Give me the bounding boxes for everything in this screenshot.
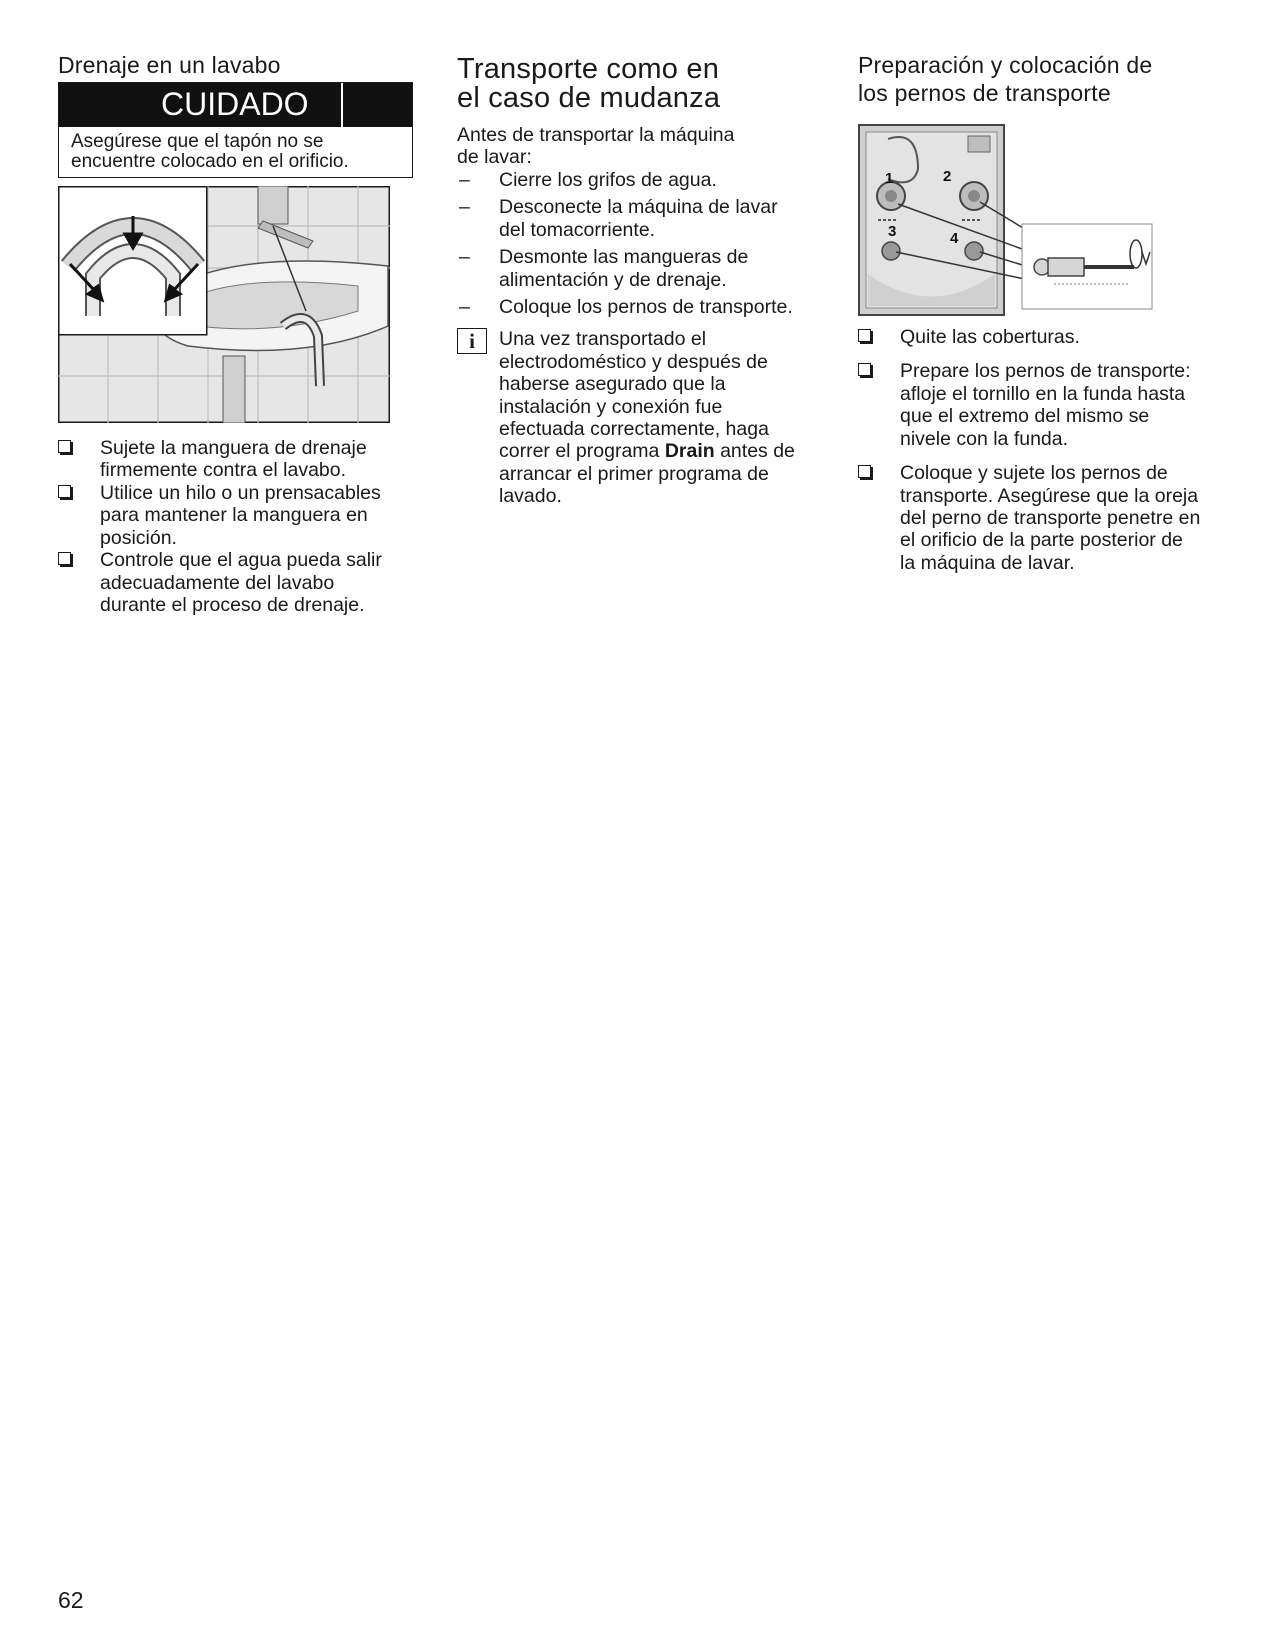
list-item: Sujete la manguera de drenaje firmemente contra el lavabo. bbox=[58, 437, 388, 482]
info-text: Una vez transportado el electrodoméstico y después de haberse asegurado que la instalación y conexión fue efectuada correctamente, haga correr el programa Drain antes de arrancar el primer programa de lavado. bbox=[499, 328, 795, 508]
caution-box bbox=[58, 82, 413, 179]
transport-section bbox=[457, 55, 812, 508]
drain-sink-list bbox=[58, 437, 388, 616]
list-item: Controle que el agua pueda salir adecuadamente del lavabo durante el proceso de drenaje. bbox=[58, 549, 388, 616]
transport-bolts-steps bbox=[858, 326, 1203, 574]
transport-steps bbox=[457, 169, 812, 319]
bolt-label-2: 2 bbox=[943, 168, 952, 185]
transport-bolts-section bbox=[858, 52, 1220, 107]
checkbox-bullet-icon bbox=[858, 363, 871, 376]
transport-bolts-list bbox=[858, 326, 1203, 574]
caution-header bbox=[59, 83, 412, 127]
caution-title: CUIDADO bbox=[161, 85, 309, 122]
sink-drain-hose-illustration bbox=[58, 186, 390, 428]
list-item: Quite las coberturas. bbox=[858, 326, 1203, 348]
drain-sink-section bbox=[58, 52, 413, 178]
info-note bbox=[457, 328, 804, 507]
list-item: – Cierre los grifos de agua. bbox=[459, 168, 717, 191]
list-item: – Desmonte las mangueras de alimentación y de drenaje. bbox=[459, 246, 749, 291]
transport-heading: Transporte como en el caso de mudanza bbox=[457, 53, 721, 114]
bolt-label-3: 3 bbox=[888, 223, 897, 240]
washing-machine-back-transport-bolts bbox=[858, 124, 1208, 324]
checkbox-bullet-icon bbox=[858, 465, 871, 478]
checkbox-bullet-icon bbox=[58, 485, 71, 498]
checkbox-bullet-icon bbox=[858, 329, 871, 342]
bolt-label-1: 1 bbox=[885, 170, 894, 187]
list-item: Prepare los pernos de transporte: afloje el tornillo en la funda hasta que el extremo del mismo se nivele con la funda. bbox=[858, 360, 1203, 450]
list-item: – Desconecte la máquina de lavar del tomacorriente. bbox=[459, 196, 778, 241]
drain-sink-heading: Drenaje en un lavabo bbox=[58, 52, 281, 78]
caution-text: Asegúrese que el tapón no se encuentre colocado en el orificio. bbox=[71, 130, 349, 172]
list-item: Utilice un hilo o un prensacables para mantener la manguera en posición. bbox=[58, 482, 388, 549]
transport-intro: Antes de transportar la máquina de lavar: bbox=[457, 124, 735, 169]
checkbox-bullet-icon bbox=[58, 440, 71, 453]
page-number: 62 bbox=[58, 1587, 84, 1613]
info-icon: i bbox=[457, 328, 487, 354]
checkbox-bullet-icon bbox=[58, 552, 71, 565]
list-item: – Coloque los pernos de transporte. bbox=[459, 295, 793, 318]
bolt-label-4: 4 bbox=[950, 230, 959, 247]
list-item: Coloque y sujete los pernos de transporte. Asegúrese que la oreja del perno de transporte penetre en el orificio de la parte posterior de la máquina de lavar. bbox=[858, 462, 1203, 574]
transport-bolts-heading: Preparación y colocación de los pernos de transporte bbox=[858, 52, 1153, 106]
drain-program-name: Drain bbox=[664, 440, 715, 463]
drain-sink-steps bbox=[58, 437, 388, 616]
